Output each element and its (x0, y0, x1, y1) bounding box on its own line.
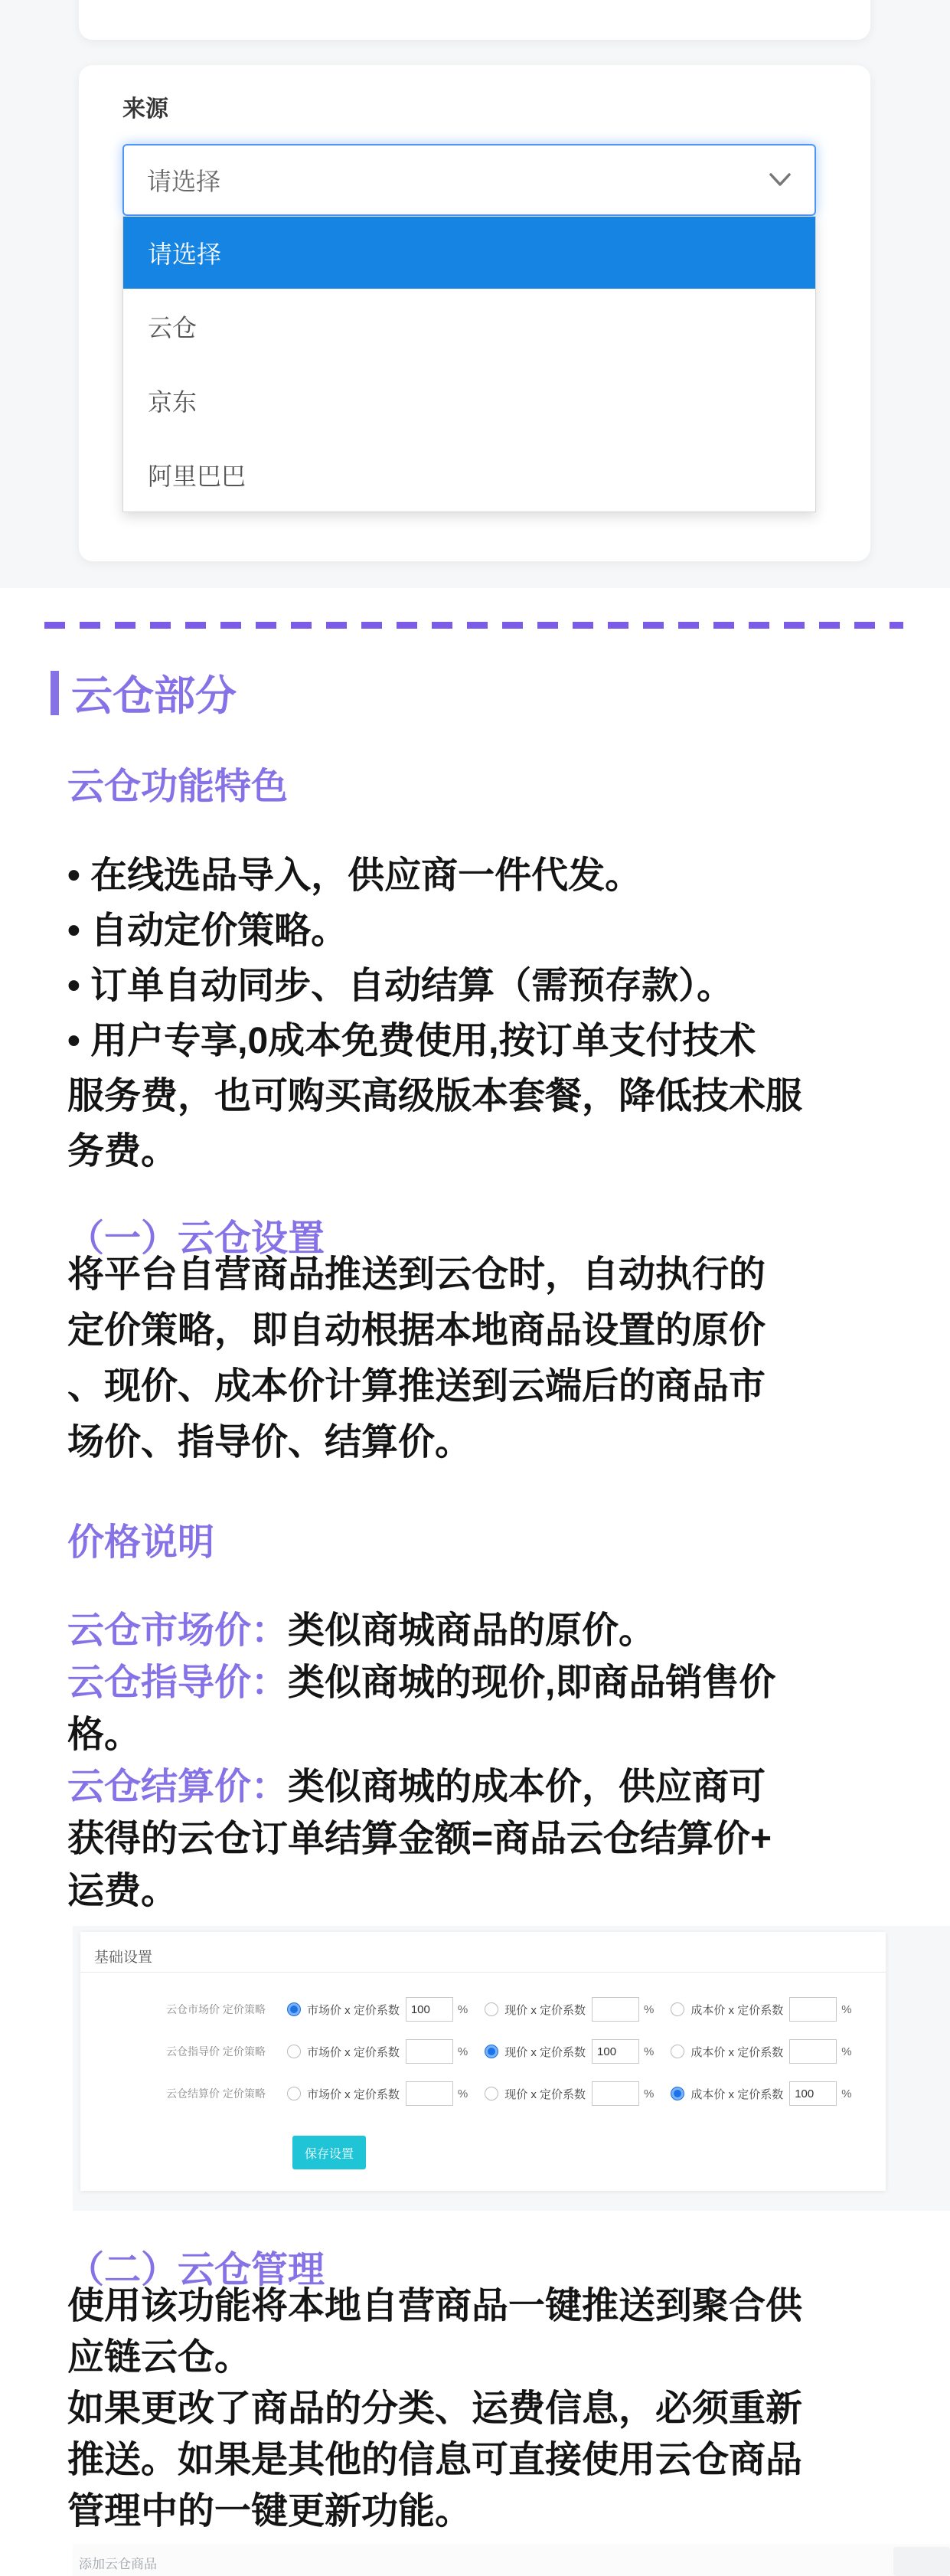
price-term: 云仓结算价： (67, 1767, 289, 1807)
price-title: 价格说明 (67, 1522, 215, 1563)
percent-sign: % (841, 2087, 852, 2100)
percent-sign: % (457, 2045, 468, 2058)
paragraph-line: 推送。如果是其他的信息可直接使用云仓商品 (67, 2440, 803, 2480)
radio-button[interactable] (287, 2002, 301, 2016)
price-line (67, 1605, 917, 1657)
section-heading (51, 663, 237, 722)
row-label: 云仓结算价 定价策略 (166, 2087, 266, 2100)
dropdown-option-selected[interactable]: 请选择 (123, 217, 815, 289)
source-form-card (79, 65, 870, 561)
paragraph-line: 使用该功能将本地自营商品一键推送到聚合供 (67, 2286, 803, 2326)
radio-option-label: 现价 x 定价系数 (504, 2087, 586, 2101)
percent-sign: % (457, 2002, 468, 2016)
bottom-screenshot-partial (73, 2544, 950, 2576)
radio-option-label: 市场价 x 定价系数 (307, 2087, 400, 2101)
coefficient-input[interactable] (406, 2081, 453, 2106)
radio-option-label: 市场价 x 定价系数 (307, 2003, 400, 2017)
pricing-row-guide (166, 2038, 869, 2065)
radio-button[interactable] (485, 2087, 498, 2100)
setting-paragraph (67, 1247, 917, 1470)
add-cloud-product-label: 添加云仓商品 (79, 2557, 157, 2571)
chevron-down-icon (769, 172, 792, 188)
percent-sign: % (841, 2002, 852, 2016)
paragraph-line: 场价、指导价、结算价。 (67, 1422, 472, 1463)
features-title: 云仓功能特色 (67, 767, 289, 807)
radio-button[interactable] (287, 2087, 301, 2100)
price-term: 云仓市场价： (67, 1610, 289, 1651)
feature-line: • 自动定价策略。 (67, 910, 348, 951)
coefficient-input[interactable] (789, 1997, 837, 2022)
percent-sign: % (841, 2045, 852, 2058)
top-card-partial (79, 0, 870, 40)
source-dropdown-list (122, 216, 816, 512)
price-line (67, 1709, 917, 1761)
coefficient-input[interactable] (592, 2081, 639, 2106)
row-label: 云仓市场价 定价策略 (166, 2003, 266, 2015)
price-list (67, 1605, 917, 1917)
paragraph-line: 将平台自营商品推送到云仓时，自动执行的 (67, 1254, 766, 1295)
source-field-label: 来源 (122, 96, 168, 122)
coefficient-input[interactable] (789, 2039, 837, 2064)
manage-paragraph (67, 2280, 917, 2537)
source-select[interactable] (122, 144, 816, 216)
radio-option-label: 成本价 x 定价系数 (690, 2003, 784, 2017)
pricing-row-settle (166, 2080, 869, 2107)
feature-line: • 用户专享,0成本免费使用,按订单支付技术 (67, 1021, 756, 1061)
percent-sign: % (644, 2087, 655, 2100)
save-settings-button[interactable]: 保存设置 (292, 2136, 366, 2169)
heading-accent-bar (51, 671, 59, 715)
radio-button[interactable] (287, 2045, 301, 2058)
price-line (67, 1865, 917, 1917)
radio-button[interactable] (485, 2045, 498, 2058)
coefficient-input[interactable] (789, 2081, 837, 2106)
radio-option-label: 现价 x 定价系数 (504, 2045, 586, 2059)
radio-option-label: 成本价 x 定价系数 (690, 2087, 784, 2101)
manage-title: （二）云仓管理 (67, 2250, 325, 2290)
dropdown-option[interactable]: 京东 (148, 387, 198, 416)
price-desc: 类似商城的成本价，供应商可 (288, 1767, 766, 1807)
source-select-value: 请选择 (147, 168, 221, 195)
settings-screenshot (73, 1926, 950, 2211)
radio-option-label: 现价 x 定价系数 (504, 2003, 586, 2017)
dashed-divider (44, 622, 903, 629)
feature-line: 服务费，也可购买高级版本套餐，降低技术服 (67, 1076, 803, 1116)
coefficient-input[interactable] (406, 2039, 453, 2064)
settings-tab-divider (80, 1972, 886, 1973)
radio-button[interactable] (671, 2002, 684, 2016)
paragraph-line: 应链云仓。 (67, 2337, 252, 2378)
price-desc: 类似商城商品的原价。 (288, 1610, 656, 1651)
coefficient-input[interactable] (592, 2039, 639, 2064)
paragraph-line: 定价策略，即自动根据本地商品设置的原价 (67, 1310, 766, 1351)
paragraph-line: 管理中的一键更新功能。 (67, 2491, 472, 2532)
price-line (67, 1761, 917, 1813)
price-desc: 获得的云仓订单结算金额=商品云仓结算价+ (67, 1819, 772, 1859)
price-line (67, 1813, 917, 1865)
percent-sign: % (457, 2087, 468, 2100)
settings-card (80, 1932, 886, 2191)
radio-button[interactable] (671, 2087, 684, 2100)
radio-option-label: 市场价 x 定价系数 (307, 2045, 400, 2059)
section-title: 云仓部分 (71, 673, 237, 719)
coefficient-input[interactable] (406, 1997, 453, 2022)
coefficient-input[interactable] (592, 1997, 639, 2022)
settings-tab-basic[interactable]: 基础设置 (94, 1950, 153, 1966)
setting-title: （一）云仓设置 (67, 1218, 325, 1259)
radio-button[interactable] (671, 2045, 684, 2058)
feature-line: • 在线选品导入，供应商一件代发。 (67, 855, 642, 896)
radio-button[interactable] (485, 2002, 498, 2016)
price-line (67, 1657, 917, 1709)
dropdown-option[interactable]: 云仓 (148, 313, 198, 342)
pricing-row-market (166, 1996, 869, 2023)
row-label: 云仓指导价 定价策略 (166, 2045, 266, 2058)
dropdown-option[interactable]: 阿里巴巴 (148, 462, 246, 490)
percent-sign: % (644, 2045, 655, 2058)
paragraph-line: 、现价、成本价计算推送到云端后的商品市 (67, 1366, 766, 1407)
feature-line: 务费。 (67, 1131, 178, 1172)
feature-line: • 订单自动同步、自动结算（需预存款）。 (67, 966, 734, 1006)
features-list (67, 848, 917, 1179)
radio-option-label: 成本价 x 定价系数 (690, 2045, 784, 2059)
percent-sign: % (644, 2002, 655, 2016)
paragraph-line: 如果更改了商品的分类、运费信息，必须重新 (67, 2388, 803, 2429)
bottom-right-placeholder (893, 2547, 950, 2576)
price-term: 云仓指导价： (67, 1662, 289, 1703)
price-desc: 格。 (67, 1715, 142, 1755)
price-desc: 类似商城的现价,即商品销售价 (288, 1662, 776, 1703)
price-desc: 运费。 (67, 1871, 178, 1911)
